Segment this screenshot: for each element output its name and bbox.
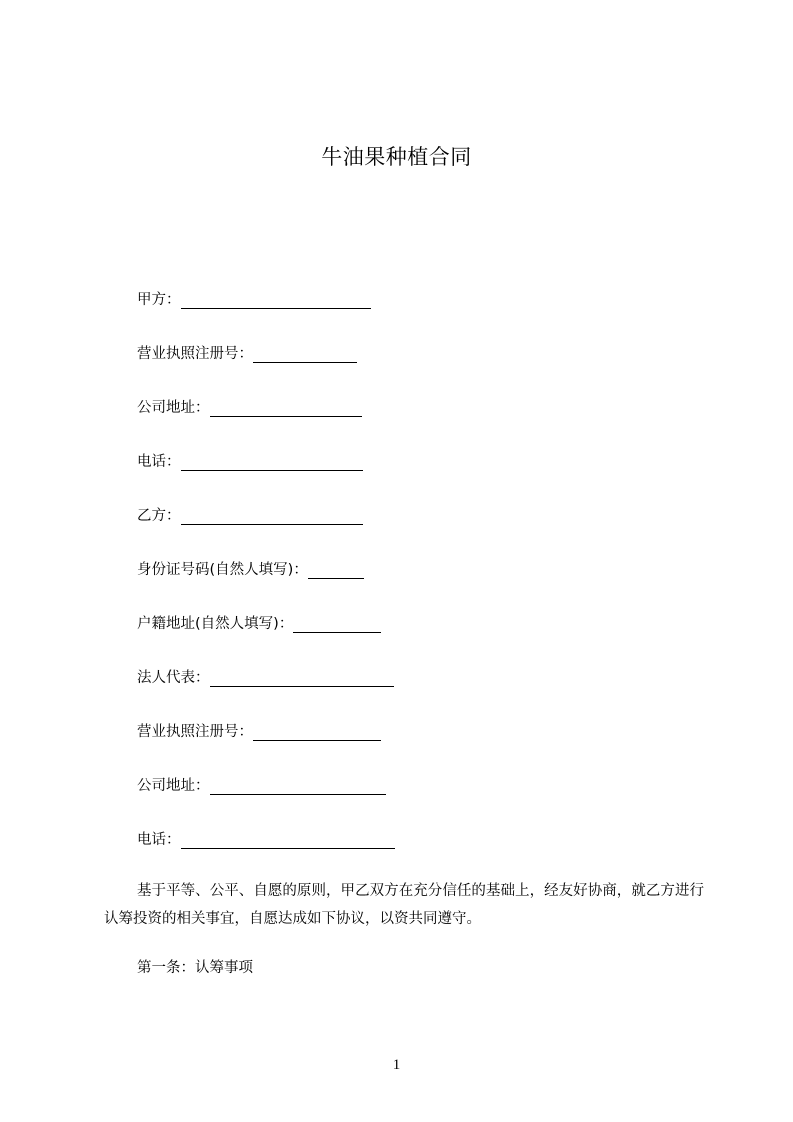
- party-b-license-field: [137, 722, 381, 742]
- party-a-phone-blank-line: [181, 454, 363, 471]
- party-b-license-label: 营业执照注册号：: [137, 724, 253, 740]
- party-b-blank-line: [181, 508, 363, 525]
- party-a-license-blank-line: [253, 346, 357, 363]
- party-b-address-field: [137, 776, 386, 796]
- party-a-phone-field: [137, 452, 363, 472]
- document-title: 牛油果种植合同: [321, 145, 472, 169]
- party-b-address-label: 公司地址：: [137, 778, 210, 794]
- party-b-phone-blank-line: [181, 832, 395, 849]
- party-a-address-field: [137, 398, 362, 418]
- page-number: 1: [392, 1057, 401, 1073]
- party-a-address-label: 公司地址：: [137, 400, 210, 416]
- party-b-legal-rep-blank-line: [210, 670, 394, 687]
- party-b-id-field: [137, 560, 364, 580]
- party-b-address-blank-line: [210, 778, 386, 795]
- party-b-household-blank-line: [293, 616, 381, 633]
- preamble-paragraph: 基于平等、公平、自愿的原则，甲乙双方在充分信任的基础上，经友好协商，就乙方进行认筹投资的相关事宜，自愿达成如下协议，以资共同遵守。: [104, 883, 704, 927]
- party-b-id-label: 身份证号码(自然人填写)：: [137, 562, 308, 578]
- party-b-license-blank-line: [253, 724, 381, 741]
- party-a-license-label: 营业执照注册号：: [137, 346, 253, 362]
- party-b-field: [137, 506, 363, 526]
- party-b-legal-rep-label: 法人代表：: [137, 670, 210, 686]
- party-a-address-blank-line: [210, 400, 362, 417]
- party-b-household-field: [137, 614, 381, 634]
- section-heading: 第一条：认筹事项: [137, 960, 253, 976]
- party-b-legal-rep-field: [137, 668, 394, 688]
- party-b-phone-field: [137, 830, 395, 850]
- party-a-license-field: [137, 344, 357, 364]
- party-b-phone-label: 电话：: [137, 832, 181, 848]
- party-b-id-blank-line: [308, 562, 364, 579]
- party-a-phone-label: 电话：: [137, 454, 181, 470]
- party-a-label: 甲方：: [137, 292, 181, 308]
- party-b-household-label: 户籍地址(自然人填写)：: [137, 616, 294, 632]
- party-a-field: [137, 290, 371, 310]
- party-b-label: 乙方：: [137, 508, 181, 524]
- party-a-blank-line: [181, 292, 371, 309]
